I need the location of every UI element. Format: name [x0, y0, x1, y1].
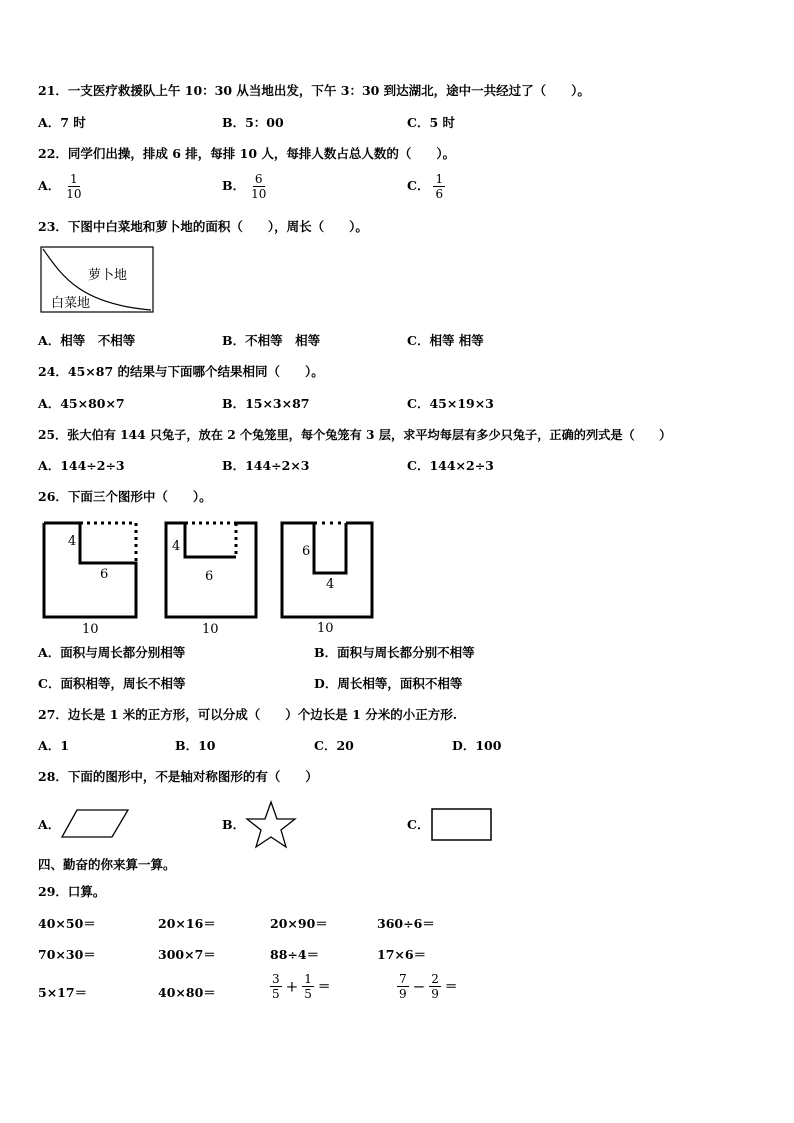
q28-option-b: B．	[222, 817, 246, 832]
q22-stem: 22．同学们出操，排成 6 排，每排 10 人，每排人数占总人数的（ ）。	[38, 146, 456, 161]
q21-option-c: C．5 时	[407, 115, 455, 130]
q22-option-b	[222, 172, 268, 201]
calc-r1-c1: 40×50＝	[38, 916, 96, 931]
calc-r1-c2: 20×16＝	[158, 916, 216, 931]
fig1-side-label: 4	[68, 534, 77, 549]
q27-option-d: D．100	[452, 738, 502, 753]
q29-stem: 29．口算。	[38, 884, 106, 899]
q22-option-c	[407, 172, 445, 201]
q26-option-a: A．面积与周长都分别相等	[38, 645, 186, 660]
q26-figure-3	[282, 523, 372, 636]
q25-stem: 25．张大伯有 144 只兔子，放在 2 个兔笼里，每个兔笼有 3 层，求平均每层有多少只兔子，正确的列式是（ ）	[38, 428, 672, 442]
q28-option-c: C．	[407, 817, 430, 832]
calc-r2-c4: 17×6＝	[377, 947, 427, 962]
q26-figures	[40, 520, 390, 638]
q26-figure-2	[166, 523, 256, 637]
q26-figure-1	[44, 523, 136, 637]
fig3-notch	[314, 523, 346, 573]
q26-option-d: D．周长相等，面积不相等	[314, 676, 463, 691]
q23-option-b: B．不相等 相等	[222, 333, 321, 348]
q22-c-label: C．	[407, 178, 430, 193]
calc-r3-c4-fraction-expr: $\frac{7}{9}$ − $\frac{2}{9}$ ＝	[399, 972, 458, 1001]
q24-option-a: A．45×80×7	[38, 396, 125, 411]
q27-option-b: B．10	[175, 738, 216, 753]
fig2-base-label: 10	[202, 622, 219, 637]
fig3-base-label: 10	[317, 621, 334, 636]
fig2-notch	[185, 523, 236, 557]
q24-stem: 24．45×87 的结果与下面哪个结果相同（ ）。	[38, 364, 324, 379]
q23-field-figure	[40, 246, 156, 316]
q22-b-fraction: $\frac{6}{10}$	[251, 172, 267, 201]
rectangle-icon	[430, 808, 494, 842]
star-icon	[245, 800, 297, 850]
fig1-base-label: 10	[82, 622, 99, 637]
q21-option-a: A．7 时	[38, 115, 86, 130]
fig1-outline	[44, 523, 136, 617]
q27-stem: 27．边长是 1 米的正方形，可以分成（ ）个边长是 1 分米的小正方形.	[38, 707, 458, 722]
q26-option-c: C．面积相等，周长不相等	[38, 676, 186, 691]
q23-option-a: A．相等 不相等	[38, 333, 136, 348]
fig2-side-label: 4	[172, 539, 181, 554]
calc-r1-c3: 20×90＝	[270, 916, 328, 931]
calc-r2-c3: 88÷4＝	[270, 947, 320, 962]
q24-option-c: C．45×19×3	[407, 396, 494, 411]
q25-option-c: C．144×2÷3	[407, 458, 494, 473]
q27-option-a: A．1	[38, 738, 69, 753]
q25-option-a: A．144÷2÷3	[38, 458, 125, 473]
q28-option-a: A．	[38, 817, 61, 832]
fig3-side-label: 6	[302, 544, 311, 559]
carrot-field-label: 萝卜地	[88, 268, 128, 283]
fig1-inner-label: 6	[100, 567, 109, 582]
parallelogram-icon	[60, 808, 130, 840]
q22-a-fraction: $\frac{1}{10}$	[66, 172, 82, 201]
q26-stem: 26．下面三个图形中（ ）。	[38, 489, 212, 504]
calc-r3-c3-fraction-expr: $\frac{3}{5}$ + $\frac{1}{5}$ ＝	[272, 972, 331, 1001]
q22-option-a	[38, 172, 83, 201]
calc-r2-c1: 70×30＝	[38, 947, 96, 962]
q22-a-label: A．	[38, 178, 61, 193]
q26-option-b: B．面积与周长都分别不相等	[314, 645, 475, 660]
q21-stem: 21．一支医疗救援队上午 10：30 从当地出发，下午 3：30 到达湖北，途中一共经过了（ ）。	[38, 83, 590, 98]
calc-r3-c2: 40×80＝	[158, 985, 216, 1000]
cabbage-field-label: 白菜地	[51, 296, 91, 311]
fig3-inner-label: 4	[326, 577, 335, 592]
q24-option-b: B．15×3×87	[222, 396, 310, 411]
fig3-outline	[282, 523, 372, 617]
calc-r1-c4: 360÷6＝	[377, 916, 435, 931]
calc-r3-c1: 5×17＝	[38, 985, 88, 1000]
section-4-title: 四、勤奋的你来算一算。	[38, 857, 176, 872]
q23-stem: 23．下图中白菜地和萝卜地的面积（ ），周长（ ）。	[38, 219, 368, 234]
q22-c-fraction: $\frac{1}{6}$	[435, 172, 444, 201]
q23-option-c: C．相等 相等	[407, 333, 484, 348]
q28-stem: 28．下面的图形中，不是轴对称图形的有（ ）	[38, 769, 318, 784]
q25-option-b: B．144÷2×3	[222, 458, 310, 473]
fig2-inner-label: 6	[205, 569, 214, 584]
q27-option-c: C．20	[314, 738, 354, 753]
calc-r2-c2: 300×7＝	[158, 947, 216, 962]
q22-b-label: B．	[222, 178, 246, 193]
q21-option-b: B．5：00	[222, 115, 284, 130]
